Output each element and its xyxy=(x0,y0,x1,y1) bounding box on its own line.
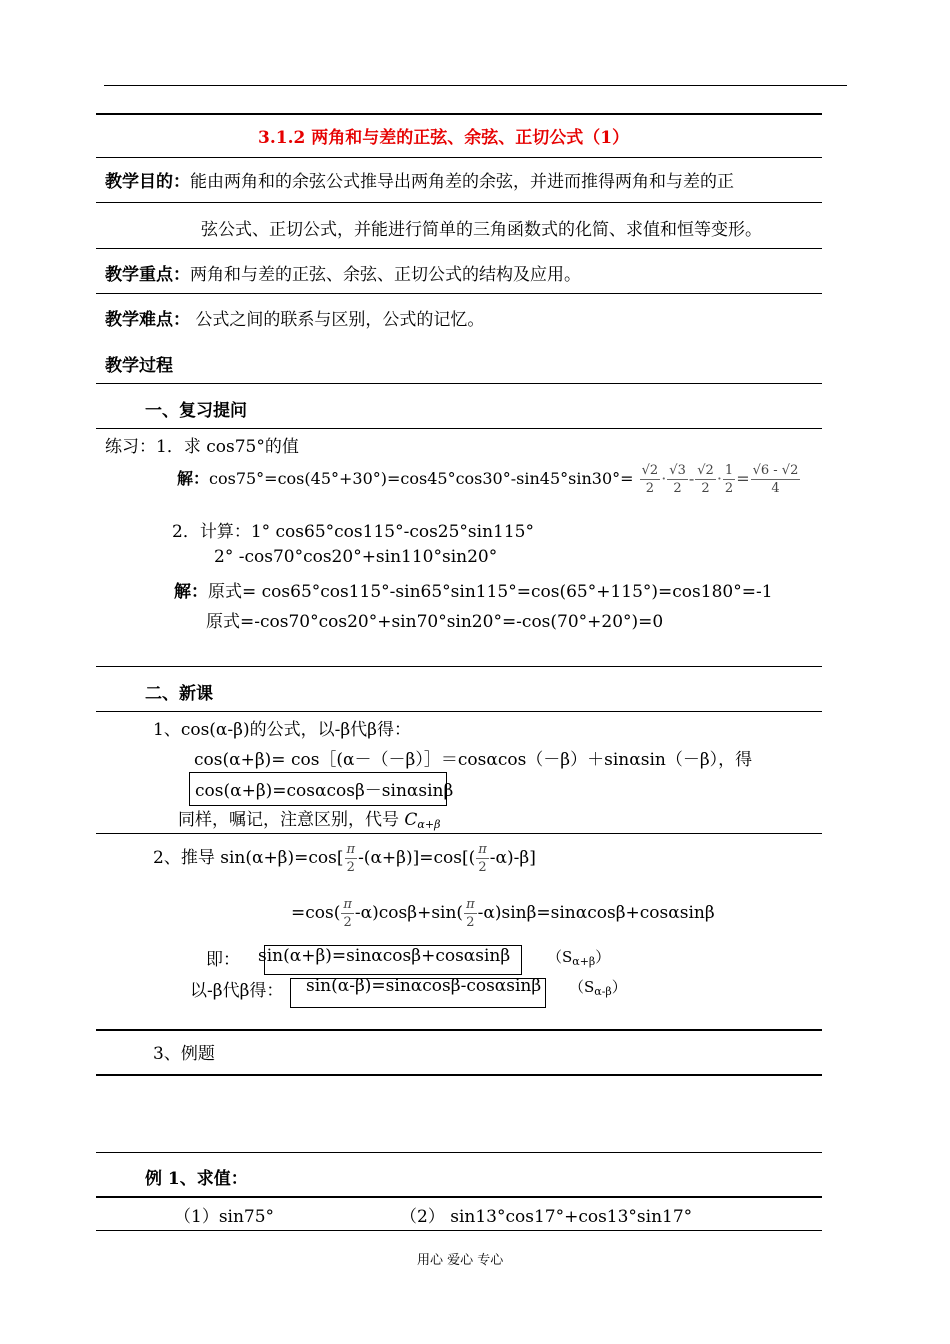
item1-derivation: cos(α+β)= cos［(α－（－β）］＝cosαcos（－β）＋sinαsin（－β），得 xyxy=(194,750,753,770)
exercise1: 练习：1．求 cos75°的值 xyxy=(105,437,299,457)
fraction: $\frac{√3}{2}$ xyxy=(669,463,686,496)
key-point-label: 教学重点： xyxy=(105,265,190,285)
fraction-result: $\frac{√6 - √2}{4}$ xyxy=(752,463,799,496)
row-divider xyxy=(96,202,822,203)
example1-q1: （1）sin75° xyxy=(174,1207,275,1227)
pi-over-2: $\frac{\pi}{2}$ xyxy=(466,897,475,930)
row-divider xyxy=(96,1230,822,1231)
row-divider xyxy=(96,711,822,712)
solution2-line2: 原式=-cos70°cos20°+sin70°sin20°=-cos(70°+20°)=0 xyxy=(206,612,664,632)
objective-line1 xyxy=(105,167,734,192)
sin-diff-code: $(S_{\alpha-\beta})$ xyxy=(569,978,627,998)
row-divider xyxy=(96,1152,822,1153)
row-divider xyxy=(96,1074,822,1076)
page-header-rule xyxy=(104,85,847,86)
fraction: $\frac{√2}{2}$ xyxy=(697,463,714,496)
objective-text-2: 弦公式、正切公式，并能进行简单的三角函数式的化简、求值和恒等变形。 xyxy=(201,220,762,240)
example1-heading: 例 1、求值： xyxy=(145,1169,248,1189)
row-divider xyxy=(96,833,822,834)
difficulty-text: 公式之间的联系与区别，公式的记忆。 xyxy=(190,310,485,330)
pi-over-2: $\frac{\pi}{2}$ xyxy=(346,842,356,875)
solution1-expr: cos75°=cos(45°+30°)=cos45°cos30°-sin45°sin30°= xyxy=(209,469,634,488)
page-title: 3.1.2 两角和与差的正弦、余弦、正切公式（1） xyxy=(258,128,630,148)
item3: 3、例题 xyxy=(153,1044,215,1064)
key-point-row xyxy=(105,260,581,285)
example1-q2: （2） sin13°cos17°+cos13°sin17° xyxy=(400,1207,693,1227)
item1: 1、cos(α-β)的公式，以-β代β得： xyxy=(153,720,412,740)
row-divider xyxy=(96,383,822,384)
solution1: 解：cos75°=cos(45°+30°)=cos45°cos30°-sin45°sin30°= $\frac{√2}{2}$ · $\frac{√3}{2}$ - $\frac{√2}{2}$ · $\frac{1}{2}$ = $\frac{√6 - √2}{4}$ xyxy=(177,463,799,496)
section2-heading: 二、新课 xyxy=(145,684,213,704)
row-divider xyxy=(96,428,822,429)
table-top-border xyxy=(96,113,822,115)
solution1-label: 解： xyxy=(177,469,210,488)
solution2-label: 解： xyxy=(174,582,208,602)
pi-over-2: $\frac{\pi}{2}$ xyxy=(343,897,352,930)
exercise2b: 2° -cos70°cos20°+sin110°sin20° xyxy=(214,547,498,567)
key-point-text: 两角和与差的正弦、余弦、正切公式的结构及应用。 xyxy=(190,265,581,285)
sin-sum-code: $(S_{\alpha+\beta})$ xyxy=(547,948,611,968)
cos-sum-formula: cos(α+β)=cosαcosβ－sinαsinβ xyxy=(195,781,454,801)
row-divider xyxy=(96,1029,822,1031)
row-divider xyxy=(96,293,822,294)
sin-diff-formula: sin(α-β)=sinαcosβ-cosαsinβ xyxy=(306,976,542,996)
fraction: $\frac{1}{2}$ xyxy=(724,463,734,496)
item2-line2: =cos( $\frac{\pi}{2}$ -α)cosβ+sin( $\frac{\pi}{2}$ -α)sinβ=sinαcosβ+cosαsinβ xyxy=(291,897,715,930)
ji-label: 即： xyxy=(206,950,240,970)
fraction: $\frac{√2}{2}$ xyxy=(641,463,659,496)
pi-over-2: $\frac{\pi}{2}$ xyxy=(478,842,487,875)
row-divider xyxy=(96,157,822,158)
solution2-line1: 解：原式= cos65°cos115°-sin65°sin115°=cos(65°+115°)=cos180°=-1 xyxy=(174,582,773,602)
difficulty-row xyxy=(105,305,484,330)
row-divider xyxy=(96,1196,822,1198)
neg-beta-label: 以-β代β得： xyxy=(190,981,284,1001)
row-divider xyxy=(96,666,822,667)
item2: 2、推导 sin(α+β)=cos[ $\frac{\pi}{2}$ -(α+β)]=cos[( $\frac{\pi}{2}$ -α)-β] xyxy=(153,842,536,875)
objective-label: 教学目的： xyxy=(105,172,190,192)
exercise2: 2．计算：1° cos65°cos115°-cos25°sin115° xyxy=(172,522,534,542)
section1-heading: 一、复习提问 xyxy=(145,401,247,421)
page-footer: 用心 爱心 专心 xyxy=(417,1253,504,1268)
process-heading: 教学过程 xyxy=(105,356,173,376)
item1-note: 同样，嘱记，注意区别，代号 $C_{\alpha+\beta}$ xyxy=(178,810,441,831)
objective-text-1: 能由两角和的余弦公式推导出两角差的余弦，并进而推得两角和与差的正 xyxy=(190,172,734,192)
row-divider xyxy=(96,248,822,249)
sin-sum-formula: sin(α+β)=sinαcosβ+cosαsinβ xyxy=(258,946,511,966)
difficulty-label: 教学难点： xyxy=(105,310,190,330)
